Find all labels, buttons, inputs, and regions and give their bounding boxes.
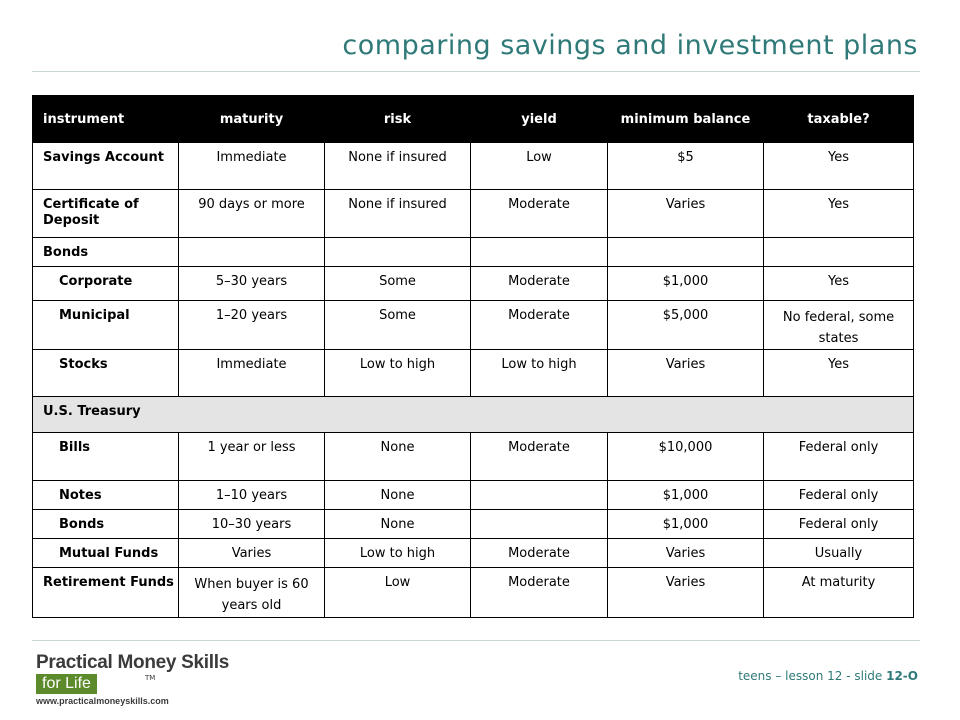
- row-label: Corporate: [33, 267, 179, 301]
- cell-risk: Low to high: [325, 350, 471, 397]
- slide-number: 12-O: [886, 669, 918, 683]
- table-row: [33, 433, 914, 481]
- bottom-divider: [32, 640, 920, 641]
- cell-yield: Moderate: [471, 433, 608, 481]
- table-row: [33, 481, 914, 510]
- cell-risk: None: [325, 481, 471, 510]
- cell-minimum-balance: [608, 238, 764, 267]
- header-cell-maturity: maturity: [179, 96, 325, 143]
- cell-taxable: Yes: [764, 143, 914, 190]
- cell-minimum-balance: $5: [608, 143, 764, 190]
- cell-taxable: Federal only: [764, 433, 914, 481]
- cell-risk: None if insured: [325, 190, 471, 238]
- header-cell-taxable: taxable?: [764, 96, 914, 143]
- table-row: [33, 350, 914, 397]
- table-row: [33, 301, 914, 350]
- cell-risk: Low: [325, 568, 471, 618]
- cell-maturity: 1 year or less: [179, 433, 325, 481]
- table-row: [33, 143, 914, 190]
- trademark-mark: TM: [145, 674, 156, 682]
- row-label: Municipal: [33, 301, 179, 350]
- cell-minimum-balance: $5,000: [608, 301, 764, 350]
- row-label: U.S. Treasury: [33, 397, 914, 433]
- cell-minimum-balance: $1,000: [608, 481, 764, 510]
- table-row: [33, 568, 914, 618]
- row-label: Stocks: [33, 350, 179, 397]
- logo-url: www.practicalmoneyskills.com: [36, 696, 169, 706]
- slide-footer: [738, 669, 918, 683]
- cell-minimum-balance: Varies: [608, 350, 764, 397]
- table-row: [33, 238, 914, 267]
- cell-taxable: [764, 238, 914, 267]
- cell-minimum-balance: $1,000: [608, 267, 764, 301]
- cell-maturity: When buyer is 60 years old: [179, 568, 325, 618]
- row-label: Bills: [33, 433, 179, 481]
- cell-maturity: 90 days or more: [179, 190, 325, 238]
- row-label: Retirement Funds: [33, 568, 179, 618]
- row-label: Certificate of Deposit: [33, 190, 179, 238]
- table-row: [33, 190, 914, 238]
- cell-risk: [325, 238, 471, 267]
- cell-risk: Some: [325, 267, 471, 301]
- cell-yield: Moderate: [471, 190, 608, 238]
- cell-taxable: At maturity: [764, 568, 914, 618]
- cell-risk: Some: [325, 301, 471, 350]
- cell-yield: [471, 481, 608, 510]
- cell-maturity: 5–30 years: [179, 267, 325, 301]
- cell-risk: Low to high: [325, 539, 471, 568]
- cell-maturity: 10–30 years: [179, 510, 325, 539]
- comparison-table: [32, 95, 914, 618]
- cell-risk: None if insured: [325, 143, 471, 190]
- row-label: Mutual Funds: [33, 539, 179, 568]
- row-label: Bonds: [33, 238, 179, 267]
- header-cell-instrument: instrument: [33, 96, 179, 143]
- cell-taxable: Yes: [764, 267, 914, 301]
- header-cell-risk: risk: [325, 96, 471, 143]
- cell-yield: Moderate: [471, 301, 608, 350]
- cell-maturity: 1–20 years: [179, 301, 325, 350]
- table-row: [33, 267, 914, 301]
- cell-taxable: Usually: [764, 539, 914, 568]
- top-divider: [32, 71, 920, 72]
- cell-risk: None: [325, 433, 471, 481]
- brand-logo: [36, 652, 229, 706]
- cell-yield: Moderate: [471, 267, 608, 301]
- cell-maturity: [179, 238, 325, 267]
- header-cell-yield: yield: [471, 96, 608, 143]
- cell-taxable: Federal only: [764, 481, 914, 510]
- cell-risk: None: [325, 510, 471, 539]
- cell-yield: Moderate: [471, 568, 608, 618]
- cell-maturity: Varies: [179, 539, 325, 568]
- cell-maturity: Immediate: [179, 143, 325, 190]
- cell-taxable: No federal, some states: [764, 301, 914, 350]
- cell-minimum-balance: $1,000: [608, 510, 764, 539]
- cell-minimum-balance: Varies: [608, 568, 764, 618]
- cell-maturity: Immediate: [179, 350, 325, 397]
- slide-title: comparing savings and investment plans: [342, 30, 918, 61]
- logo-wordmark: Practical Money Skills: [36, 652, 229, 673]
- cell-yield: Low: [471, 143, 608, 190]
- table-row: [33, 510, 914, 539]
- row-label: Notes: [33, 481, 179, 510]
- cell-minimum-balance: $10,000: [608, 433, 764, 481]
- logo-tagline: for Life: [36, 674, 97, 694]
- table-row: [33, 397, 914, 433]
- cell-yield: Low to high: [471, 350, 608, 397]
- cell-minimum-balance: Varies: [608, 190, 764, 238]
- header-row: [33, 96, 914, 143]
- cell-minimum-balance: Varies: [608, 539, 764, 568]
- footer-text: teens – lesson 12 - slide: [738, 669, 883, 683]
- cell-maturity: 1–10 years: [179, 481, 325, 510]
- cell-yield: Moderate: [471, 539, 608, 568]
- header-cell-minimum-balance: minimum balance: [608, 96, 764, 143]
- cell-taxable: Yes: [764, 190, 914, 238]
- cell-yield: [471, 238, 608, 267]
- row-label: Bonds: [33, 510, 179, 539]
- row-label: Savings Account: [33, 143, 179, 190]
- cell-taxable: Yes: [764, 350, 914, 397]
- table-row: [33, 539, 914, 568]
- cell-yield: [471, 510, 608, 539]
- cell-taxable: Federal only: [764, 510, 914, 539]
